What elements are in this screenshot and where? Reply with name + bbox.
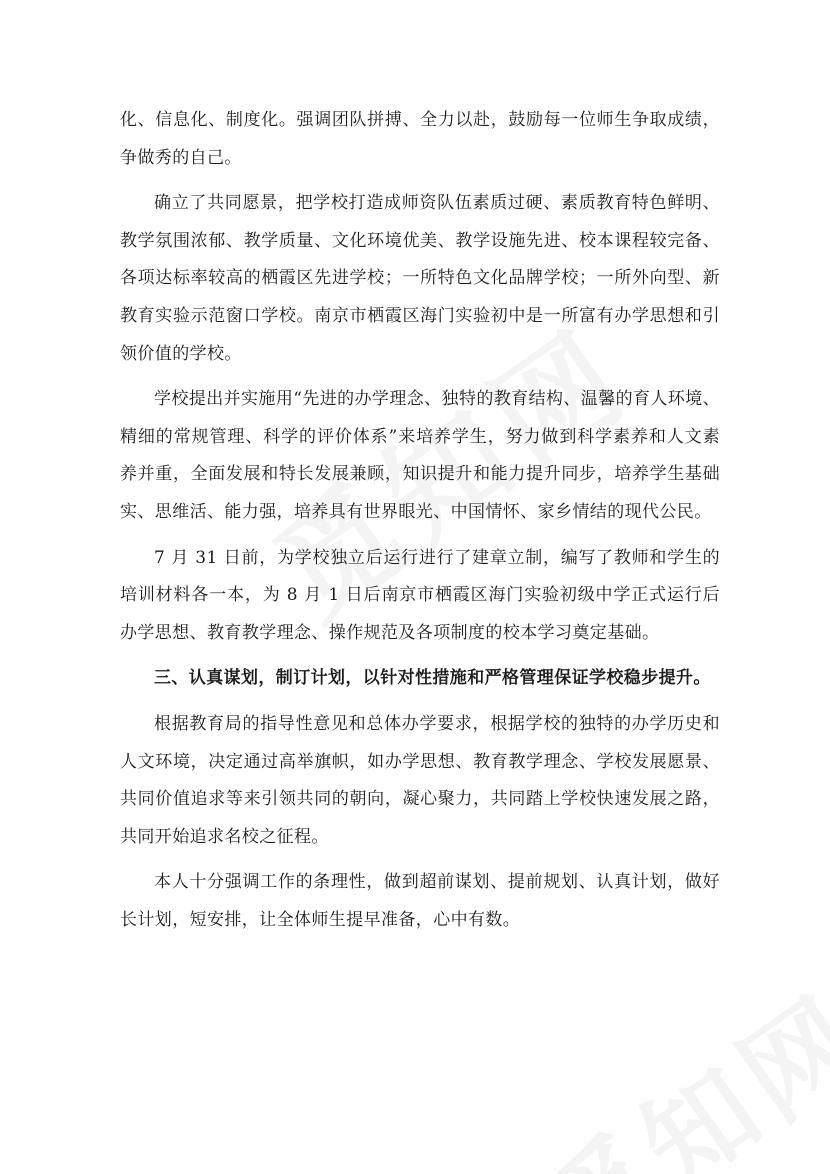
paragraph-planning: 本人十分强调工作的条理性，做到超前谋划、提前规划、认真计划，做好长计划，短安排，让全体师生提早准备，心中有数。 (120, 872, 720, 930)
paragraph-education-bureau: 根据教育局的指导性意见和总体办学要求，根据学校的独特的办学历史和人文环境，决定通过高举旗帜，如办学思想、教育教学理念、学校发展愿景、共同价值追求等来引领共同的朝向，凝心聚力，共同踏上学校快速发展之路，共同开始追求名校之征程。 (120, 713, 720, 847)
paragraph-july-31: 7 月 31 日前，为学校独立后运行进行了建章立制，编写了教师和学生的培训材料各一本，为 8 月 1 日后南京市栖霞区海门实验初级中学正式运行后办学思想、教育教学理念、操作规范及各项制度的校本学习奠定基础。 (120, 547, 720, 643)
paragraph-continued: 化、信息化、制度化。强调团队拼搏、全力以赴，鼓励每一位师生争取成绩，争做秀的自己。 (120, 110, 720, 168)
paragraph-shared-vision: 确立了共同愿景，把学校打造成师资队伍素质过硬、素质教育特色鲜明、教学氛围浓郁、教学质量、文化环境优美、教学设施先进、校本课程较完备、各项达标率较高的栖霞区先进学校；一所特色文化品牌学校；一所外向型、新教育实验示范窗口学校。南京市栖霞区海门实验初中是一所富有办学思想和引领价值的学校。 (120, 193, 720, 364)
document-body (120, 102, 720, 947)
section-heading-three: 三、认真谋划，制订计划，以针对性措施和严格管理保证学校稳步提升。 (154, 668, 711, 689)
watermark-logo (507, 951, 830, 1174)
paragraph-school-philosophy: 学校提出并实施用“先进的办学理念、独特的教育结构、温馨的育人环境、精细的常规管理、科学的评价体系”来培养学生，努力做到科学素养和人文素养并重，全面发展和特长发展兼顾，知识提升和能力提升同步，培养学生基础实、思维活、能力强，培养具有世界眼光、中国情怀、家乡情结的现代公民。 (120, 389, 720, 522)
